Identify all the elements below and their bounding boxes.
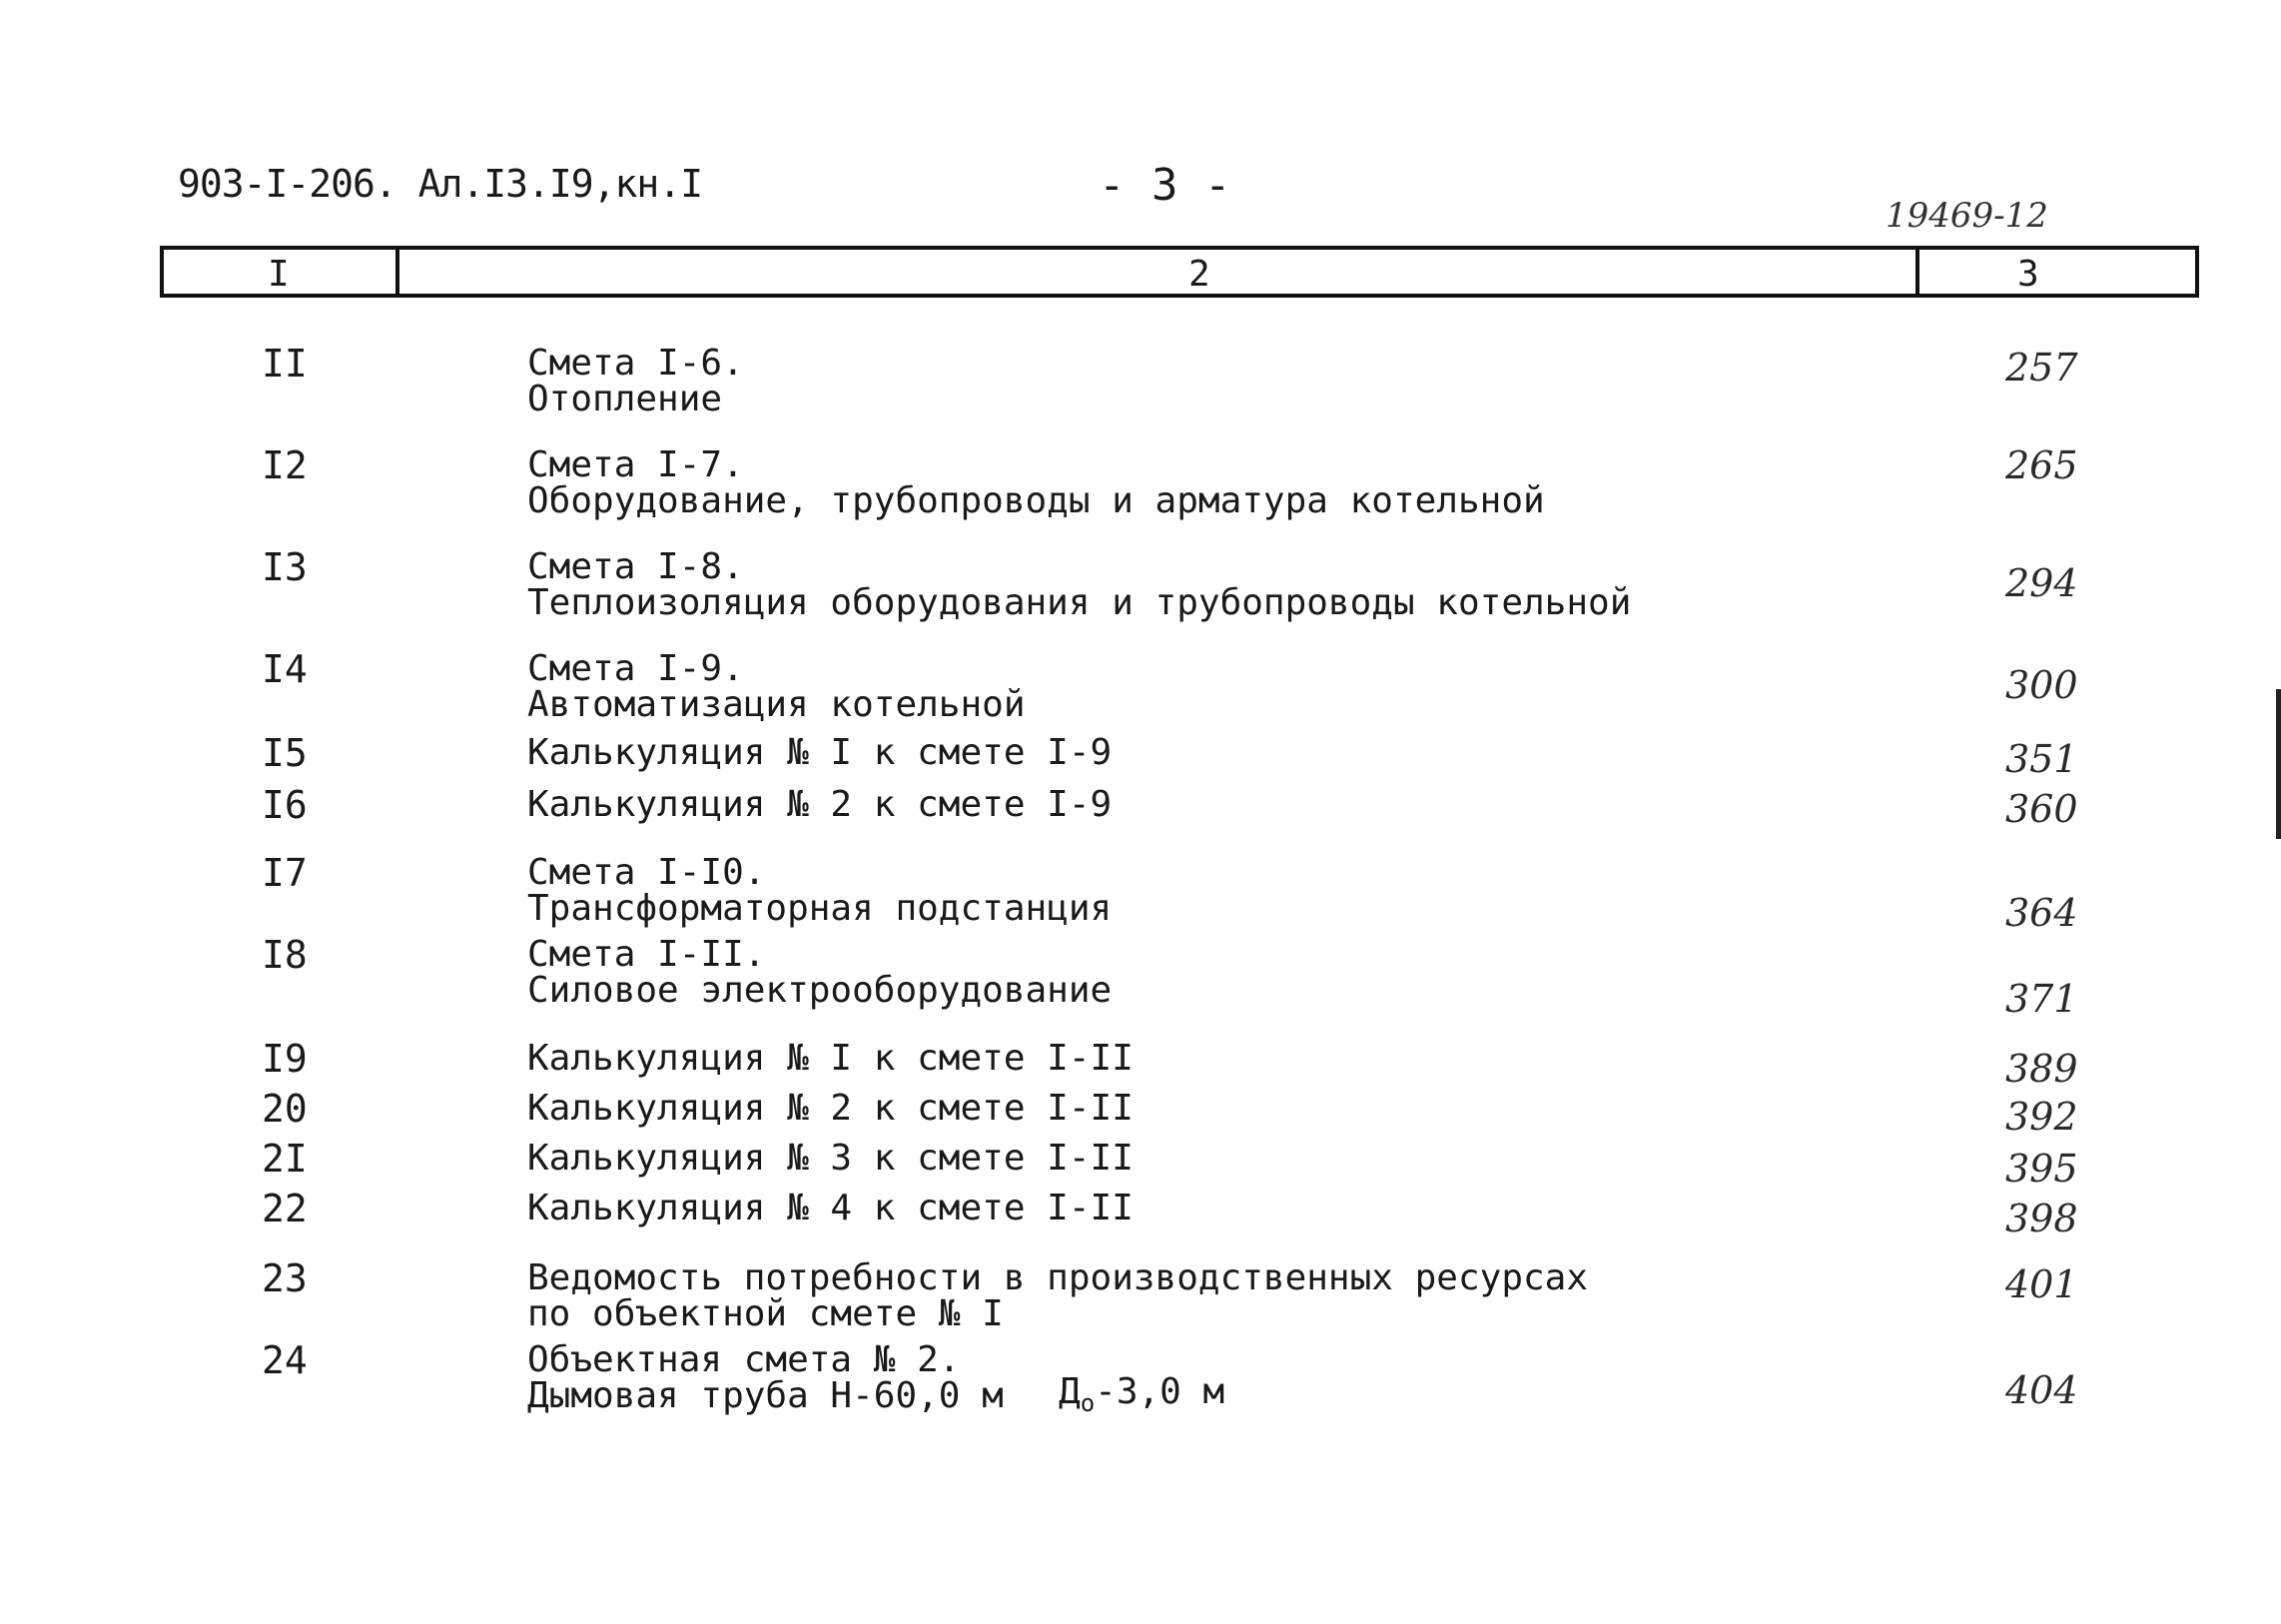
diameter-label: Д [1059,1371,1081,1412]
item-title: Смета I-8. [527,546,744,587]
column-header-table [160,246,2199,298]
item-page: 395 [2005,1147,2078,1191]
item-page: 401 [2005,1262,2078,1306]
item-page: 398 [2005,1197,2078,1240]
diameter-value: -3,0 м [1095,1371,1225,1412]
page-number: - 3 - [1099,160,1231,211]
item-subtitle: Оборудование, трубопроводы и арматура котельной [527,480,1545,521]
item-subtitle: Силовое электрооборудование [527,970,1113,1011]
item-title: Калькуляция № 2 к смете I-9 [527,784,1113,825]
diameter-subscript: о [1080,1389,1096,1418]
item-title: Объектная смета № 2. [527,1339,961,1380]
item-number: I3 [262,545,308,589]
column-divider [1915,246,1919,298]
item-page: 351 [2005,737,2078,781]
column-header-1: I [268,254,290,295]
column-header-2: 2 [1188,254,1210,295]
item-number: I7 [262,851,308,895]
item-page: 389 [2005,1047,2078,1091]
item-page: 265 [2005,443,2078,487]
item-number: 23 [262,1256,308,1300]
item-page: 404 [2005,1368,2078,1412]
archive-number: 19469-12 [1886,196,2048,236]
item-page: 300 [2005,663,2078,707]
item-page: 360 [2005,787,2078,831]
item-subtitle: Трансформаторная подстанция [527,888,1113,929]
item-number: I6 [262,783,308,827]
item-subtitle: по объектной смете № I [527,1293,1004,1334]
item-subtitle: Отопление [527,379,723,419]
item-page: 257 [2005,346,2078,390]
item-subtitle: Дымовая труба Н-60,0 м [527,1375,1004,1416]
item-number: 2I [262,1137,308,1181]
column-header-3: 3 [2017,254,2039,295]
item-number: 20 [262,1087,308,1131]
item-subtitle: Автоматизация котельной [527,684,1026,725]
item-page: 294 [2005,561,2078,605]
item-number: II [262,342,308,386]
item-number: I5 [262,731,308,775]
document-code: 903-I-206. Ал.I3.I9,кн.I [178,162,703,206]
item-title: Калькуляция № I к смете I-II [527,1038,1134,1079]
item-title: Смета I-II. [527,934,766,975]
item-title: Калькуляция № 3 к смете I-II [527,1138,1134,1179]
diameter-spec [1059,1371,1225,1421]
item-number: I2 [262,443,308,487]
item-title: Калькуляция № I к смете I-9 [527,732,1113,773]
item-title: Калькуляция № 4 к смете I-II [527,1188,1134,1228]
column-divider [395,246,399,298]
item-page: 392 [2005,1095,2078,1139]
item-number: I9 [262,1037,308,1081]
item-title: Смета I-6. [527,343,744,384]
item-number: I4 [262,647,308,691]
item-number: 24 [262,1338,308,1382]
item-page: 364 [2005,891,2078,935]
item-title: Смета I-9. [527,648,744,689]
item-number: I8 [262,933,308,977]
item-title: Смета I-7. [527,444,744,485]
item-number: 22 [262,1187,308,1230]
item-page: 371 [2005,977,2078,1021]
item-title: Смета I-I0. [527,852,766,893]
item-title: Калькуляция № 2 к смете I-II [527,1088,1134,1129]
item-title: Ведомость потребности в производственных ресурсах [527,1257,1589,1298]
scan-edge-mark [2276,689,2281,839]
item-subtitle: Теплоизоляция оборудования и трубопроводы котельной [527,582,1632,623]
